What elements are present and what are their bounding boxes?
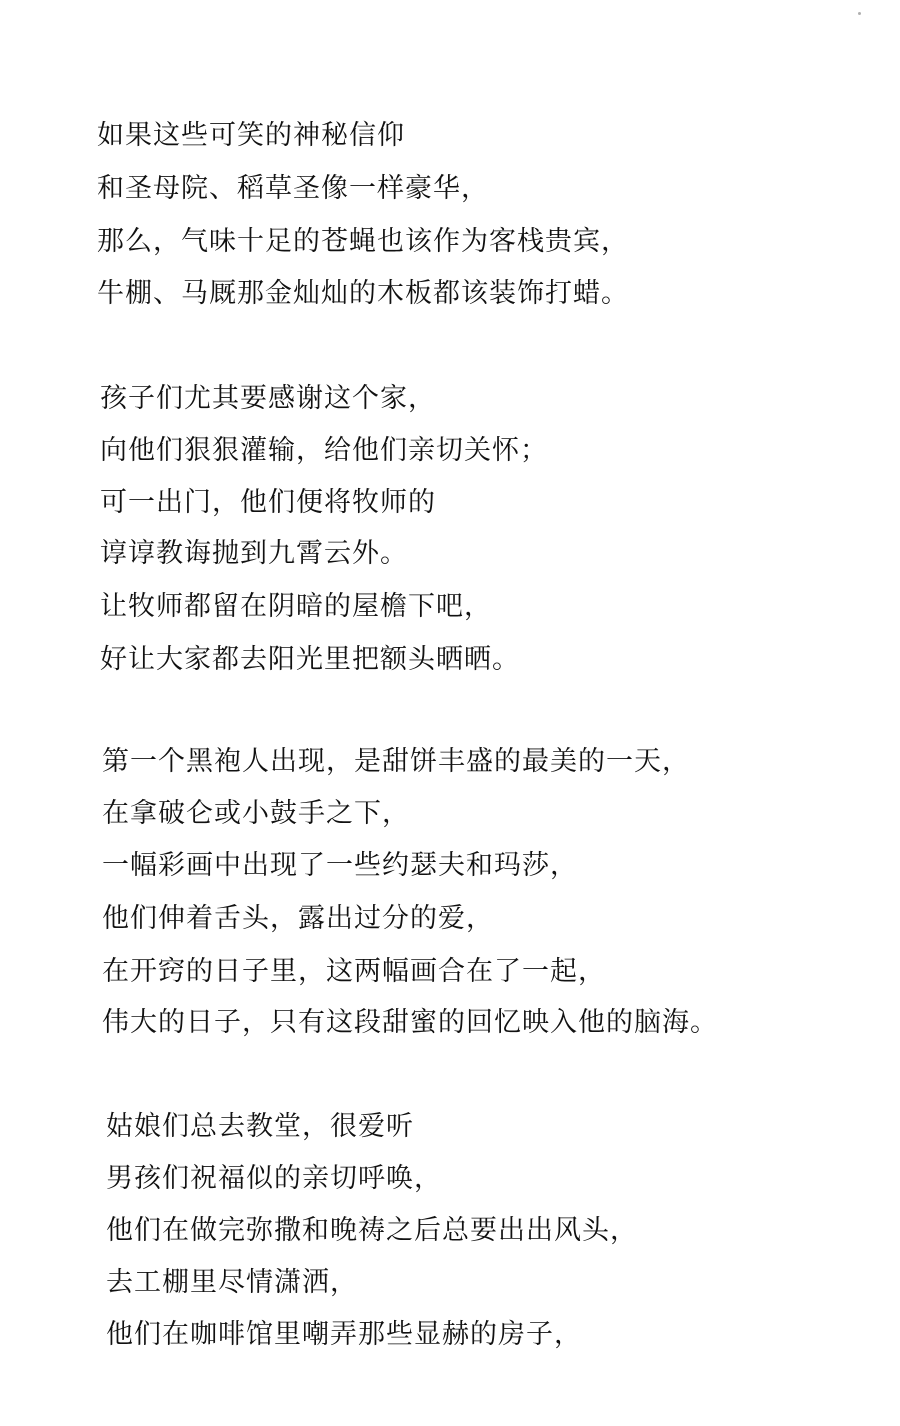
stanza-2-line-3: 可一出门，他们便将牧师的: [100, 487, 436, 518]
stanza-3-line-5: 在开窍的日子里，这两幅画合在了一起，: [102, 956, 606, 987]
stanza-2-line-1: 孩子们尤其要感谢这个家，: [100, 383, 436, 414]
stanza-4-line-2: 男孩们祝福似的亲切呼唤，: [106, 1163, 442, 1194]
stanza-3-line-1: 第一个黑袍人出现，是甜饼丰盛的最美的一天，: [102, 746, 690, 777]
stanza-1-line-3: 那么，气味十足的苍蝇也该作为客栈贵宾，: [97, 226, 629, 257]
stanza-2-line-4: 谆谆教诲抛到九霄云外。: [100, 538, 408, 569]
stanza-3-line-2: 在拿破仑或小鼓手之下，: [102, 798, 410, 829]
stanza-2-line-5: 让牧师都留在阴暗的屋檐下吧，: [100, 591, 492, 622]
stanza-1-line-1: 如果这些可笑的神秘信仰: [97, 120, 405, 151]
stanza-2-line-2: 向他们狠狠灌输，给他们亲切关怀；: [100, 435, 548, 466]
stanza-2-line-6: 好让大家都去阳光里把额头晒晒。: [100, 644, 520, 675]
stanza-1-line-2: 和圣母院、稻草圣像一样豪华，: [97, 173, 489, 204]
stanza-1-line-4: 牛棚、马厩那金灿灿的木板都该装饰打蜡。: [97, 278, 629, 309]
stanza-4-line-1: 姑娘们总去教堂，很爱听: [106, 1111, 414, 1142]
stanza-3-line-3: 一幅彩画中出现了一些约瑟夫和玛莎，: [102, 850, 578, 881]
stanza-4-line-5: 他们在咖啡馆里嘲弄那些显赫的房子，: [106, 1319, 582, 1350]
stanza-4-line-3: 他们在做完弥撒和晚祷之后总要出出风头，: [106, 1215, 638, 1246]
stanza-4-line-4: 去工棚里尽情潇洒，: [106, 1267, 358, 1298]
stanza-3-line-4: 他们伸着舌头，露出过分的爱，: [102, 903, 494, 934]
stanza-3-line-6: 伟大的日子，只有这段甜蜜的回忆映入他的脑海。: [102, 1007, 718, 1038]
